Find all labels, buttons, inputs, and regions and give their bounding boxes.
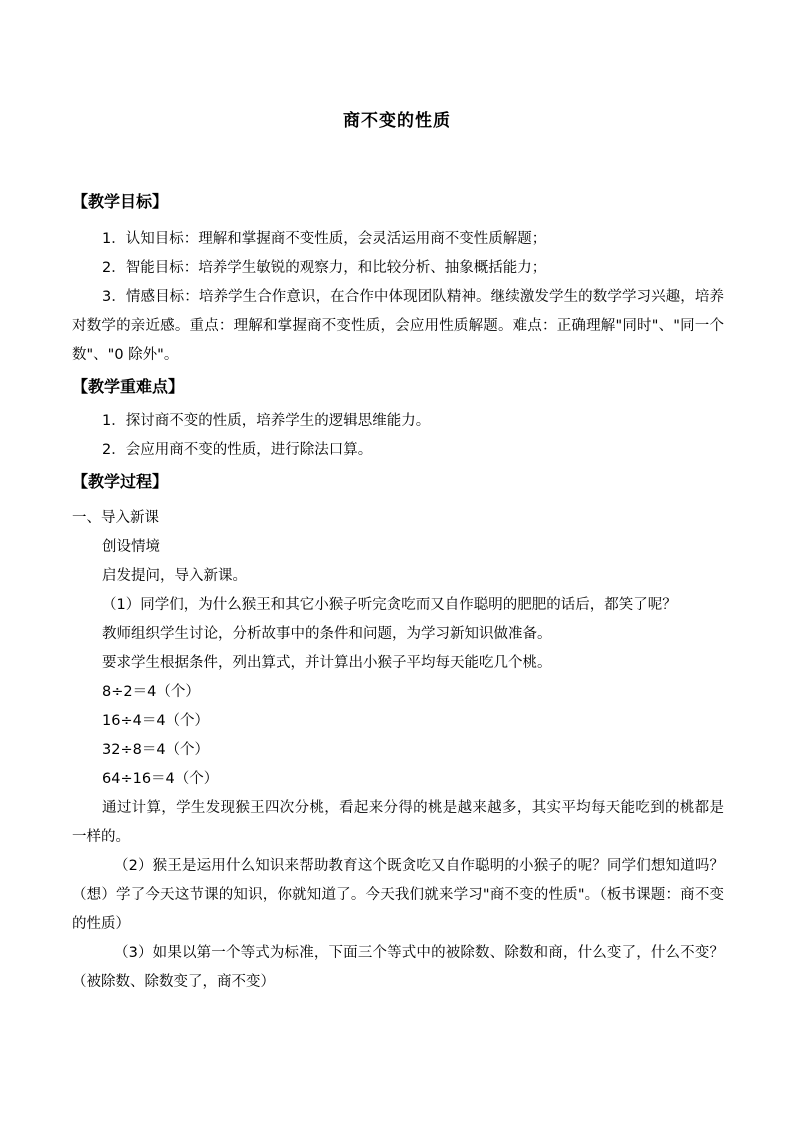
document-title: 商不变的性质 <box>343 111 451 131</box>
keypoint-item-1: 1．探讨商不变的性质，培养学生的逻辑思维能力。 <box>102 413 431 429</box>
equation-3: 32÷8＝4（个） <box>102 742 210 758</box>
keypoint-item-2: 2．会应用商不变的性质，进行除法口算。 <box>102 442 373 458</box>
goal-item-1: 1．认知目标：理解和掌握商不变性质，会灵活运用商不变性质解题； <box>102 231 547 247</box>
process-heading: 【教学过程】 <box>72 472 169 491</box>
process-line: 教师组织学生讨论，分析故事中的条件和问题，为学习新知识做准备。 <box>102 626 552 642</box>
document-body <box>72 188 724 997</box>
process-conclusion: 通过计算，学生发现猴王四次分桃，看起来分得的桃是越来越多，其实平均每天能吃到的桃都是一样的。 <box>72 800 724 845</box>
goal-item-3: 3．情感目标：培养学生合作意识，在合作中体现团队精神。继续激发学生的数学学习兴趣，培养对数学的亲近感。重点：理解和掌握商不变性质，会应用性质解题。难点：正确理解"同时"、"同一个数"、"0 除外"。 <box>72 289 724 363</box>
goal-item-2: 2．智能目标：培养学生敏锐的观察力，和比较分析、抽象概括能力； <box>102 260 547 276</box>
process-question-3: （3）如果以第一个等式为标准，下面三个等式中的被除数、除数和商，什么变了，什么不变？（被除数、除数变了，商不变） <box>72 945 724 990</box>
process-line: 要求学生根据条件，列出算式，并计算出小猴子平均每天能吃几个桃。 <box>102 655 552 671</box>
equation-1: 8÷2＝4（个） <box>102 684 200 700</box>
process-question-1: （1）同学们，为什么猴王和其它小猴子听完贪吃而又自作聪明的肥肥的话后，都笑了呢？ <box>102 597 677 613</box>
process-part-1: 一、导入新课 <box>72 510 159 526</box>
equation-4: 64÷16＝4（个） <box>102 771 219 787</box>
process-line: 启发提问，导入新课。 <box>102 568 247 584</box>
process-question-2: （2）猴王是运用什么知识来帮助教育这个既贪吃又自作聪明的小猴子的呢？同学们想知道吗？（想）学了今天这节课的知识，你就知道了。今天我们就来学习"商不变的性质"。（板书课题：商不变的性质） <box>72 858 724 932</box>
goals-heading: 【教学目标】 <box>72 192 169 211</box>
process-line: 创设情境 <box>102 539 160 555</box>
equation-2: 16÷4＝4（个） <box>102 713 210 729</box>
keypoints-heading: 【教学重难点】 <box>72 377 185 396</box>
